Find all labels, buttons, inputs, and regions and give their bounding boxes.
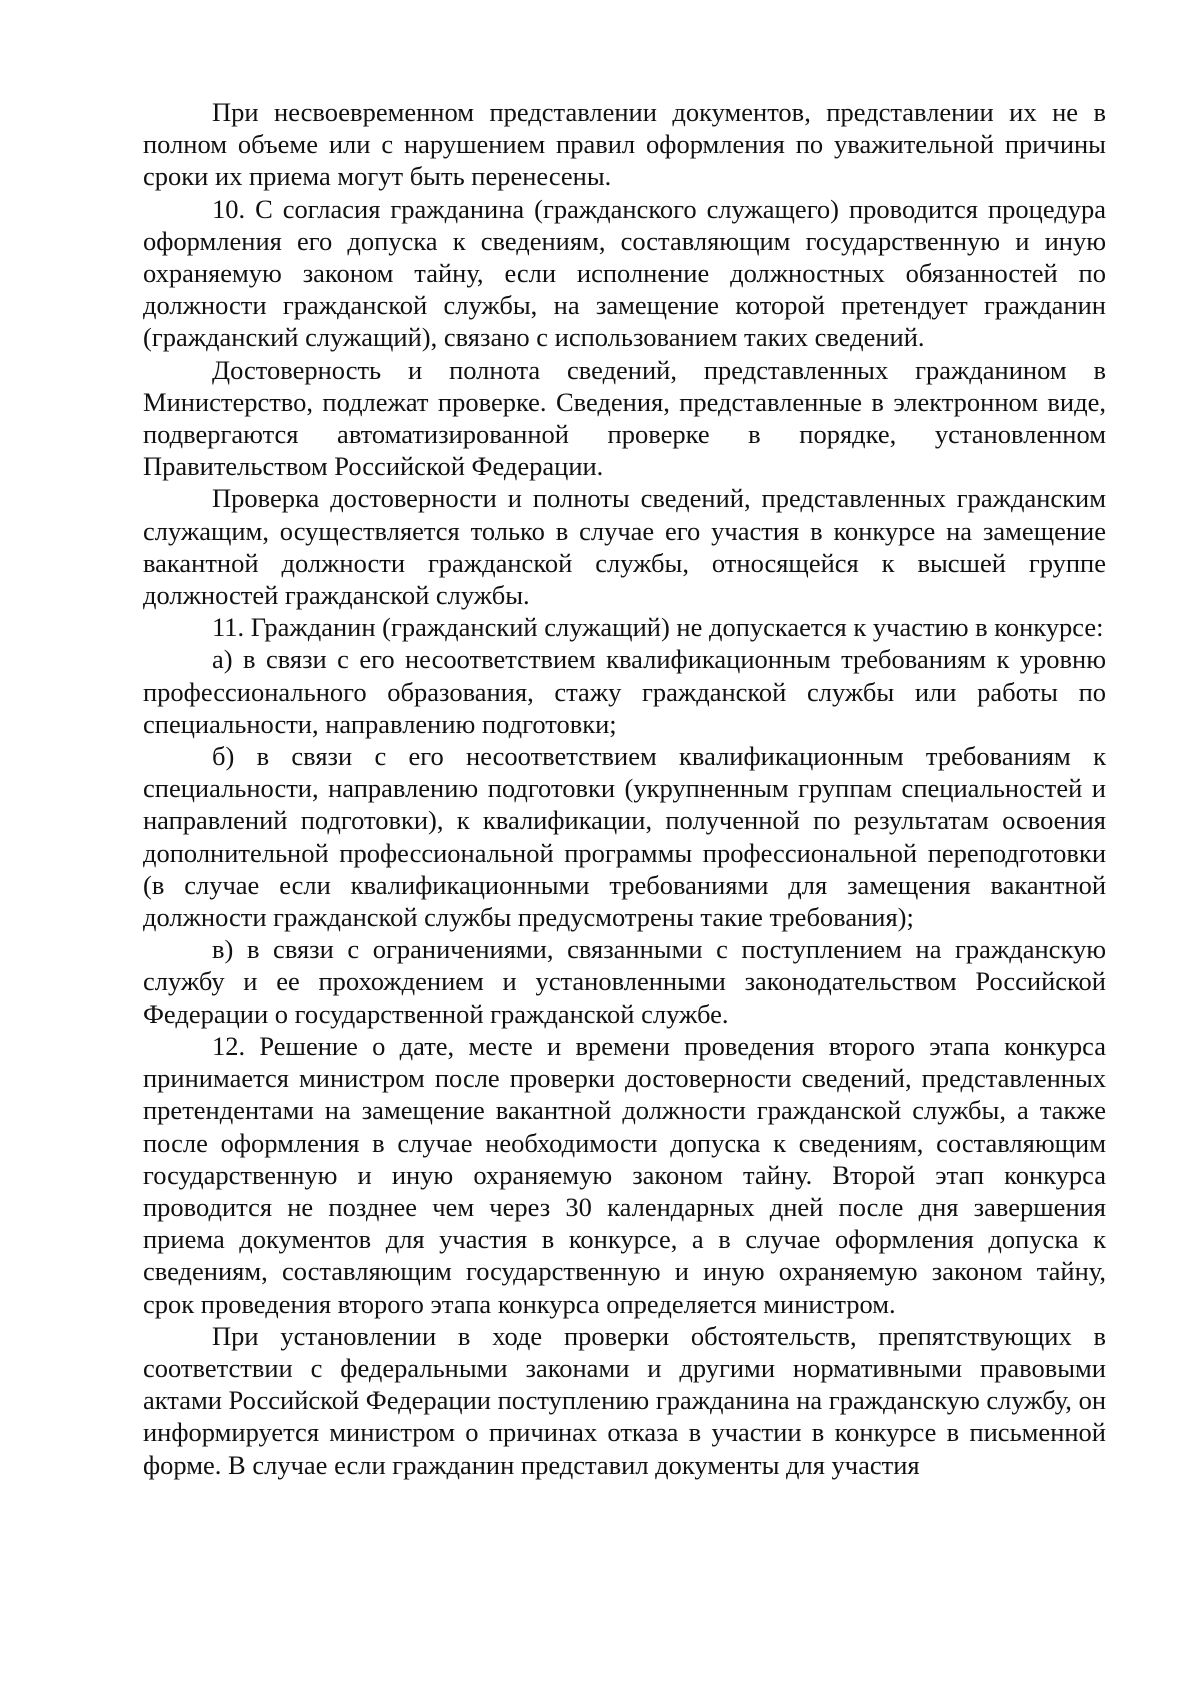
paragraph-clause-11-b: б) в связи с его несоответствием квалификационным требованиям к специальности, направлению подготовки (укрупненным группам специальностей и направлений подготовки), к квалификации, полученной по результатам освоения дополнительной профессиональной программы профессиональной переподготовки (в случае если квалификационными требованиями для замещения вакантной должности гражданской службы предусмотрены такие требования); xyxy=(143,741,1106,933)
paragraph-clause-11: 11. Гражданин (гражданский служащий) не допускается к участию в конкурсе: xyxy=(212,612,1104,643)
document-body xyxy=(143,96,1106,1481)
paragraph-late-submission: При несвоевременном представлении документов, представлении их не в полном объеме или с нарушением правил оформления по уважительной причины сроки их приема могут быть перенесены. xyxy=(143,97,1106,192)
paragraph-clause-12: 12. Решение о дате, месте и времени проведения второго этапа конкурса принимается министром после проверки достоверности сведений, представленных претендентами на замещение вакантной должности гражданской службы, а также после оформления в случае необходимости допуска к сведениям, составляющим государственную и иную охраняемую законом тайну. Второй этап конкурса проводится не позднее чем через 30 календарных дней после дня завершения приема документов для участия в конкурсе, а в случае оформления допуска к сведениям, составляющим государственную и иную охраняемую законом тайну, срок проведения второго этапа конкурса определяется министром. xyxy=(143,1030,1106,1319)
paragraph-refusal-notice: При установлении в ходе проверки обстоятельств, препятствующих в соответствии с федеральными законами и другими нормативными правовыми актами Российской Федерации поступлению гражданина на гражданскую службу, он информируется министром о причинах отказа в участии в конкурсе в письменной форме. В случае если гражданин представил документы для участия xyxy=(143,1320,1106,1480)
paragraph-clause-10: 10. С согласия гражданина (гражданского служащего) проводится процедура оформления его допуска к сведениям, составляющим государственную и иную охраняемую законом тайну, если исполнение должностных обязанностей по должности гражданской службы, на замещение которой претендует гражданин (гражданский служащий), связано с использованием таких сведений. xyxy=(143,193,1106,353)
paragraph-clause-11-v: в) в связи с ограничениями, связанными с поступлением на гражданскую службу и ее прохождением и установленными законодательством Российской Федерации о государственной гражданской службе. xyxy=(143,934,1106,1029)
paragraph-verification-civil-servant: Проверка достоверности и полноты сведений, представленных гражданским служащим, осуществляется только в случае его участия в конкурсе на замещение вакантной должности гражданской службы, относящейся к высшей группе должностей гражданской службы. xyxy=(143,483,1106,611)
paragraph-verification: Достоверность и полнота сведений, представленных гражданином в Министерство, подлежат проверке. Сведения, представленные в электронном виде, подвергаются автоматизированной проверке в порядке, установленном Правительством Российской Федерации. xyxy=(143,354,1106,482)
paragraph-clause-11-a: а) в связи с его несоответствием квалификационным требованиям к уровню профессионального образования, стажу гражданской службы или работы по специальности, направлению подготовки; xyxy=(143,644,1106,739)
